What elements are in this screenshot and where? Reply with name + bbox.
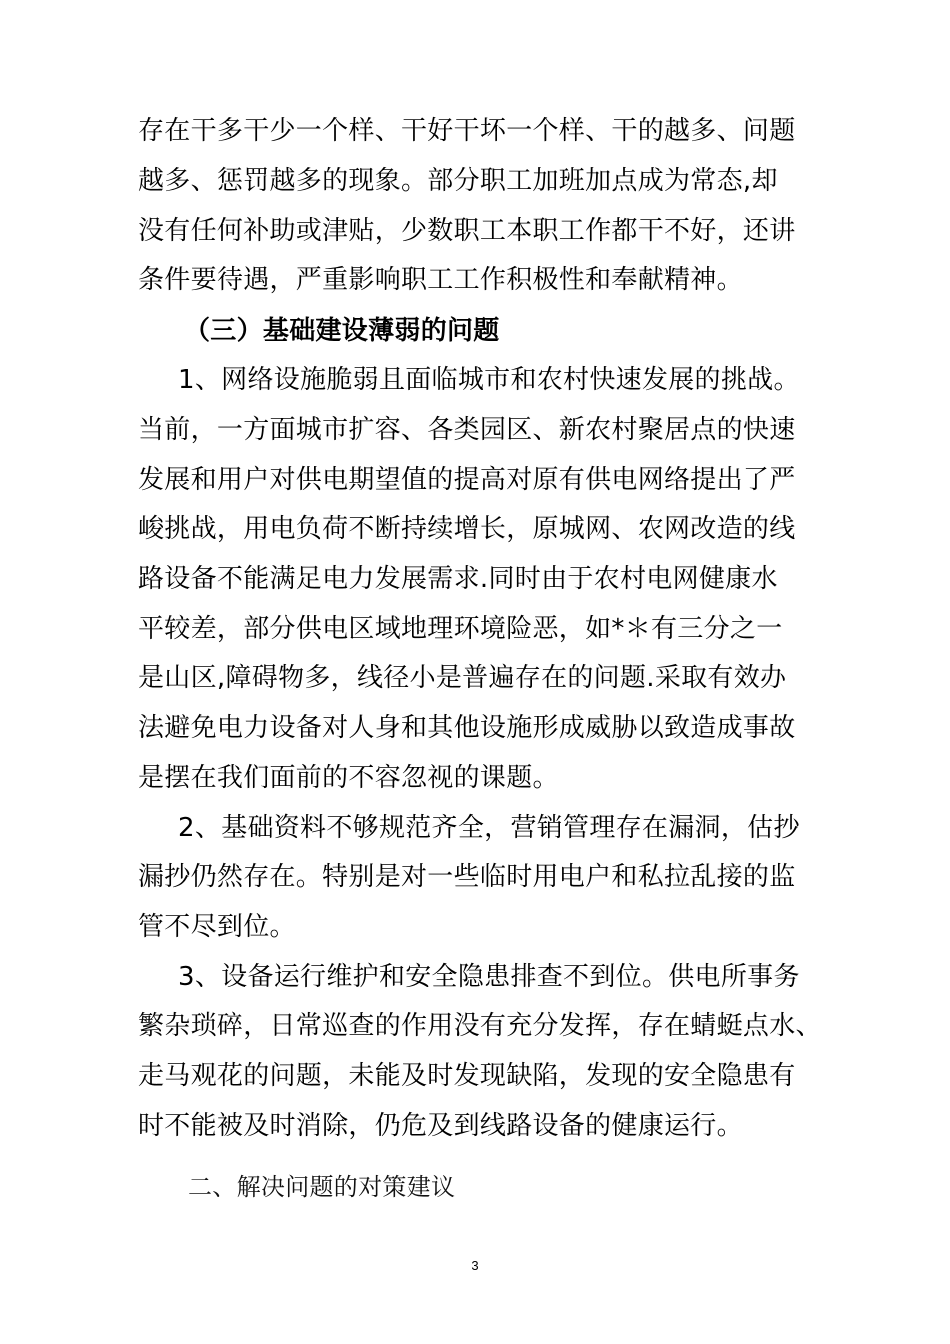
paragraph-line: 平较差，部分供电区域地理环境险恶，如*＊有三分之一 xyxy=(138,614,783,644)
paragraph-line: 越多、惩罚越多的现象。部分职工加班加点成为常态,却 xyxy=(138,166,778,196)
paragraph-line: 是山区,障碍物多，线径小是普遍存在的问题.采取有效办 xyxy=(138,663,787,693)
paragraph-line: 当前，一方面城市扩容、各类园区、新农村聚居点的快速 xyxy=(138,415,796,445)
paragraph-line: 走马观花的问题，未能及时发现缺陷，发现的安全隐患有 xyxy=(138,1061,796,1091)
paragraph-line: 是摆在我们面前的不容忽视的课题。 xyxy=(138,763,559,793)
paragraph-line: 条件要待遇，严重影响职工工作积极性和奉献精神。 xyxy=(138,265,743,295)
paragraph-line: 法避免电力设备对人身和其他设施形成威胁以致造成事故 xyxy=(138,713,796,743)
paragraph-line: 没有任何补助或津贴，少数职工本职工作都干不好，还讲 xyxy=(138,216,796,246)
paragraph-line: 管不尽到位。 xyxy=(138,912,296,942)
paragraph-line: 2、基础资料不够规范齐全，营销管理存在漏洞，估抄 xyxy=(178,813,800,843)
paragraph-line: 存在干多干少一个样、干好干坏一个样、干的越多、问题 xyxy=(138,116,796,146)
page-number: 3 xyxy=(471,1258,479,1273)
paragraph-line: 时不能被及时消除，仍危及到线路设备的健康运行。 xyxy=(138,1111,743,1141)
paragraph-line: 繁杂琐碎，日常巡查的作用没有充分发挥，存在蜻蜓点水、 xyxy=(138,1011,822,1041)
paragraph-line: 峻挑战，用电负荷不断持续增长，原城网、农网改造的线 xyxy=(138,514,796,544)
paragraph-line: 漏抄仍然存在。特别是对一些临时用电户和私拉乱接的监 xyxy=(138,862,796,892)
subsection-heading: （三）基础建设薄弱的问题 xyxy=(184,316,500,346)
paragraph-line: 1、网络设施脆弱且面临城市和农村快速发展的挑战。 xyxy=(178,365,800,395)
paragraph-line: 路设备不能满足电力发展需求.同时由于农村电网健康水 xyxy=(138,564,778,594)
section-heading: 二、解决问题的对策建议 xyxy=(188,1173,456,1201)
paragraph-line: 3、设备运行维护和安全隐患排查不到位。供电所事务 xyxy=(178,962,800,992)
paragraph-line: 发展和用户对供电期望值的提高对原有供电网络提出了严 xyxy=(138,465,796,495)
